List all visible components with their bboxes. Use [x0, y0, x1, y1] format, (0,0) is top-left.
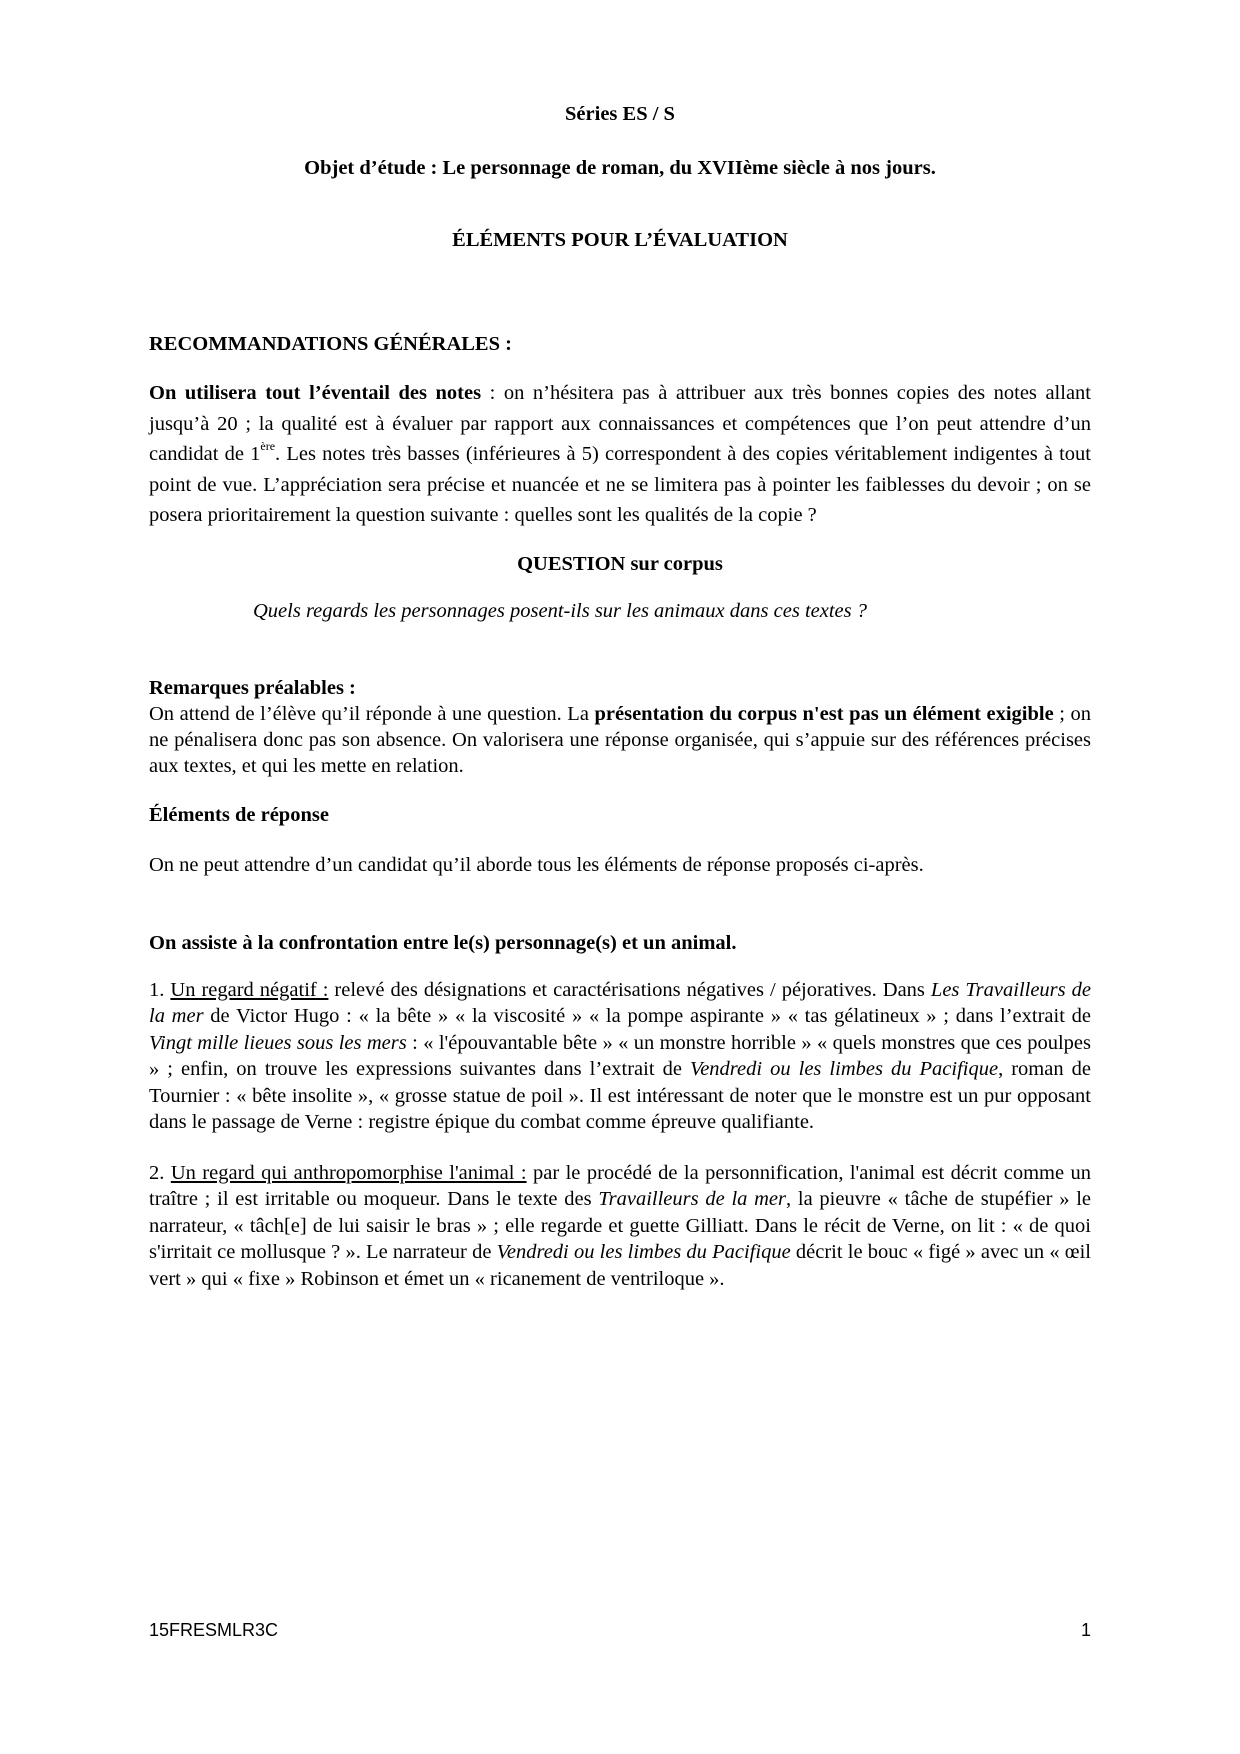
series-title: Séries ES / S — [565, 103, 675, 125]
question-text: Quels regards les personnages posent-ils sur les animaux dans ces textes ? — [253, 599, 867, 622]
point-2-text-1: par le procédé de la personnification, l'animal est décrit comme un traître ; il est irritable ou moqueur. Dans le texte des — [149, 1161, 1092, 1210]
point-2-text-2: , la pieuvre « tâche de stupéfier » le narrateur, « tâch[e] de lui saisir le bras » ; elle regarde et guette Gilliatt. Dans le récit de Verne, on lit : « de quoi s'irritait ce mollusque ? ». Le narrateur de — [149, 1188, 1091, 1263]
superscript-ere: ère — [260, 439, 276, 454]
point-1-paragraph — [149, 977, 1091, 1136]
point-1-text-4: , roman de Tournier : « bête insolite », « grosse statue de poil ». Il est intéressant de noter que le monstre est un pur opposant dans le passage de Verne : registre épique du combat comme épreuve qualifiante. — [149, 1058, 1091, 1133]
remarques-text-a: On attend de l’élève qu’il réponde à une question. La — [149, 702, 595, 725]
recommandations-text-a: : on n’hésitera pas à attribuer aux très bonnes copies des notes allant jusqu’à 20 ; la qualité est à évaluer par rapport aux connaissances et compétences que l’on peut attendre d’un candidat de 1 — [149, 382, 1091, 465]
elements-reponse-heading: Éléments de réponse — [149, 803, 329, 826]
recommandations-text-b: . Les notes très basses (inférieures à 5) correspondent à des copies véritablement indigentes à tout point de vue. L’appréciation sera précise et nuancée et ne se limitera pas à pointer les faiblesses du devoir ; on se posera prioritairement la question suivante : quelles sont les qualités de la copie ? — [149, 443, 1091, 526]
point-1-heading: Un regard négatif : — [170, 978, 329, 1001]
page-number: 1 — [1080, 1620, 1091, 1640]
point-2-italic-1: Travailleurs de la mer — [598, 1188, 787, 1210]
point-1-text-2: de Victor Hugo : « la bête » « la viscosité » « la pompe aspirante » « tas gélatineux » ; dans l’extrait de — [203, 1005, 1091, 1027]
point-1-italic-3: Vendredi ou les limbes du Pacifique — [689, 1058, 999, 1080]
document-page — [149, 100, 1091, 1292]
recommandations-heading: RECOMMANDATIONS GÉNÉRALES : — [149, 333, 512, 355]
document-code: 15FRESMLR3C — [149, 1620, 279, 1640]
point-1-number: 1. — [149, 978, 171, 1001]
confrontation-heading: On assiste à la confrontation entre le(s) personnage(s) et un animal. — [149, 931, 737, 954]
evaluation-heading: ÉLÉMENTS POUR L’ÉVALUATION — [452, 229, 788, 251]
objet-etude: Objet d’étude : Le personnage de roman, du XVIIème siècle à nos jours. — [304, 157, 936, 179]
remarques-paragraph — [149, 701, 1091, 779]
remarques-heading: Remarques préalables : — [149, 676, 356, 699]
point-2-italic-2: Vendredi ou les limbes du Pacifique — [496, 1241, 791, 1263]
point-1-italic-2: Vingt mille lieues sous les mers — [149, 1031, 407, 1054]
point-2-heading: Un regard qui anthropomorphise l'animal : — [170, 1161, 527, 1184]
point-1-text-3: : « l'épouvantable bête » « un monstre horrible » « quels monstres que ces poulpes » ; enfin, on trouve les expressions suivantes dans l’extrait de — [149, 1031, 1091, 1080]
question-heading: QUESTION sur corpus — [517, 552, 723, 575]
point-2-paragraph — [149, 1160, 1091, 1293]
remarques-text-b: ; on ne pénalisera donc pas son absence. On valorisera une réponse organisée, qui s’appuie sur des références précises aux textes, et qui les mette en relation. — [149, 702, 1091, 777]
recommandations-paragraph — [149, 378, 1091, 531]
point-2-number: 2. — [149, 1161, 171, 1184]
point-1-text-1: relevé des désignations et caractérisations négatives / péjoratives. Dans — [328, 978, 931, 1001]
elements-reponse-text: On ne peut attendre d’un candidat qu’il aborde tous les éléments de réponse proposés ci-après. — [149, 853, 924, 876]
recommandations-lead: On utilisera tout l’éventail des notes — [149, 382, 482, 404]
point-2-text-3: décrit le bouc « figé » avec un « œil vert » qui « fixe » Robinson et émet un « ricanement de ventriloque ». — [149, 1241, 1091, 1290]
remarques-bold: présentation du corpus n'est pas un élément exigible — [594, 702, 1054, 725]
point-1-italic-1: Les Travailleurs de la mer — [149, 978, 1091, 1027]
